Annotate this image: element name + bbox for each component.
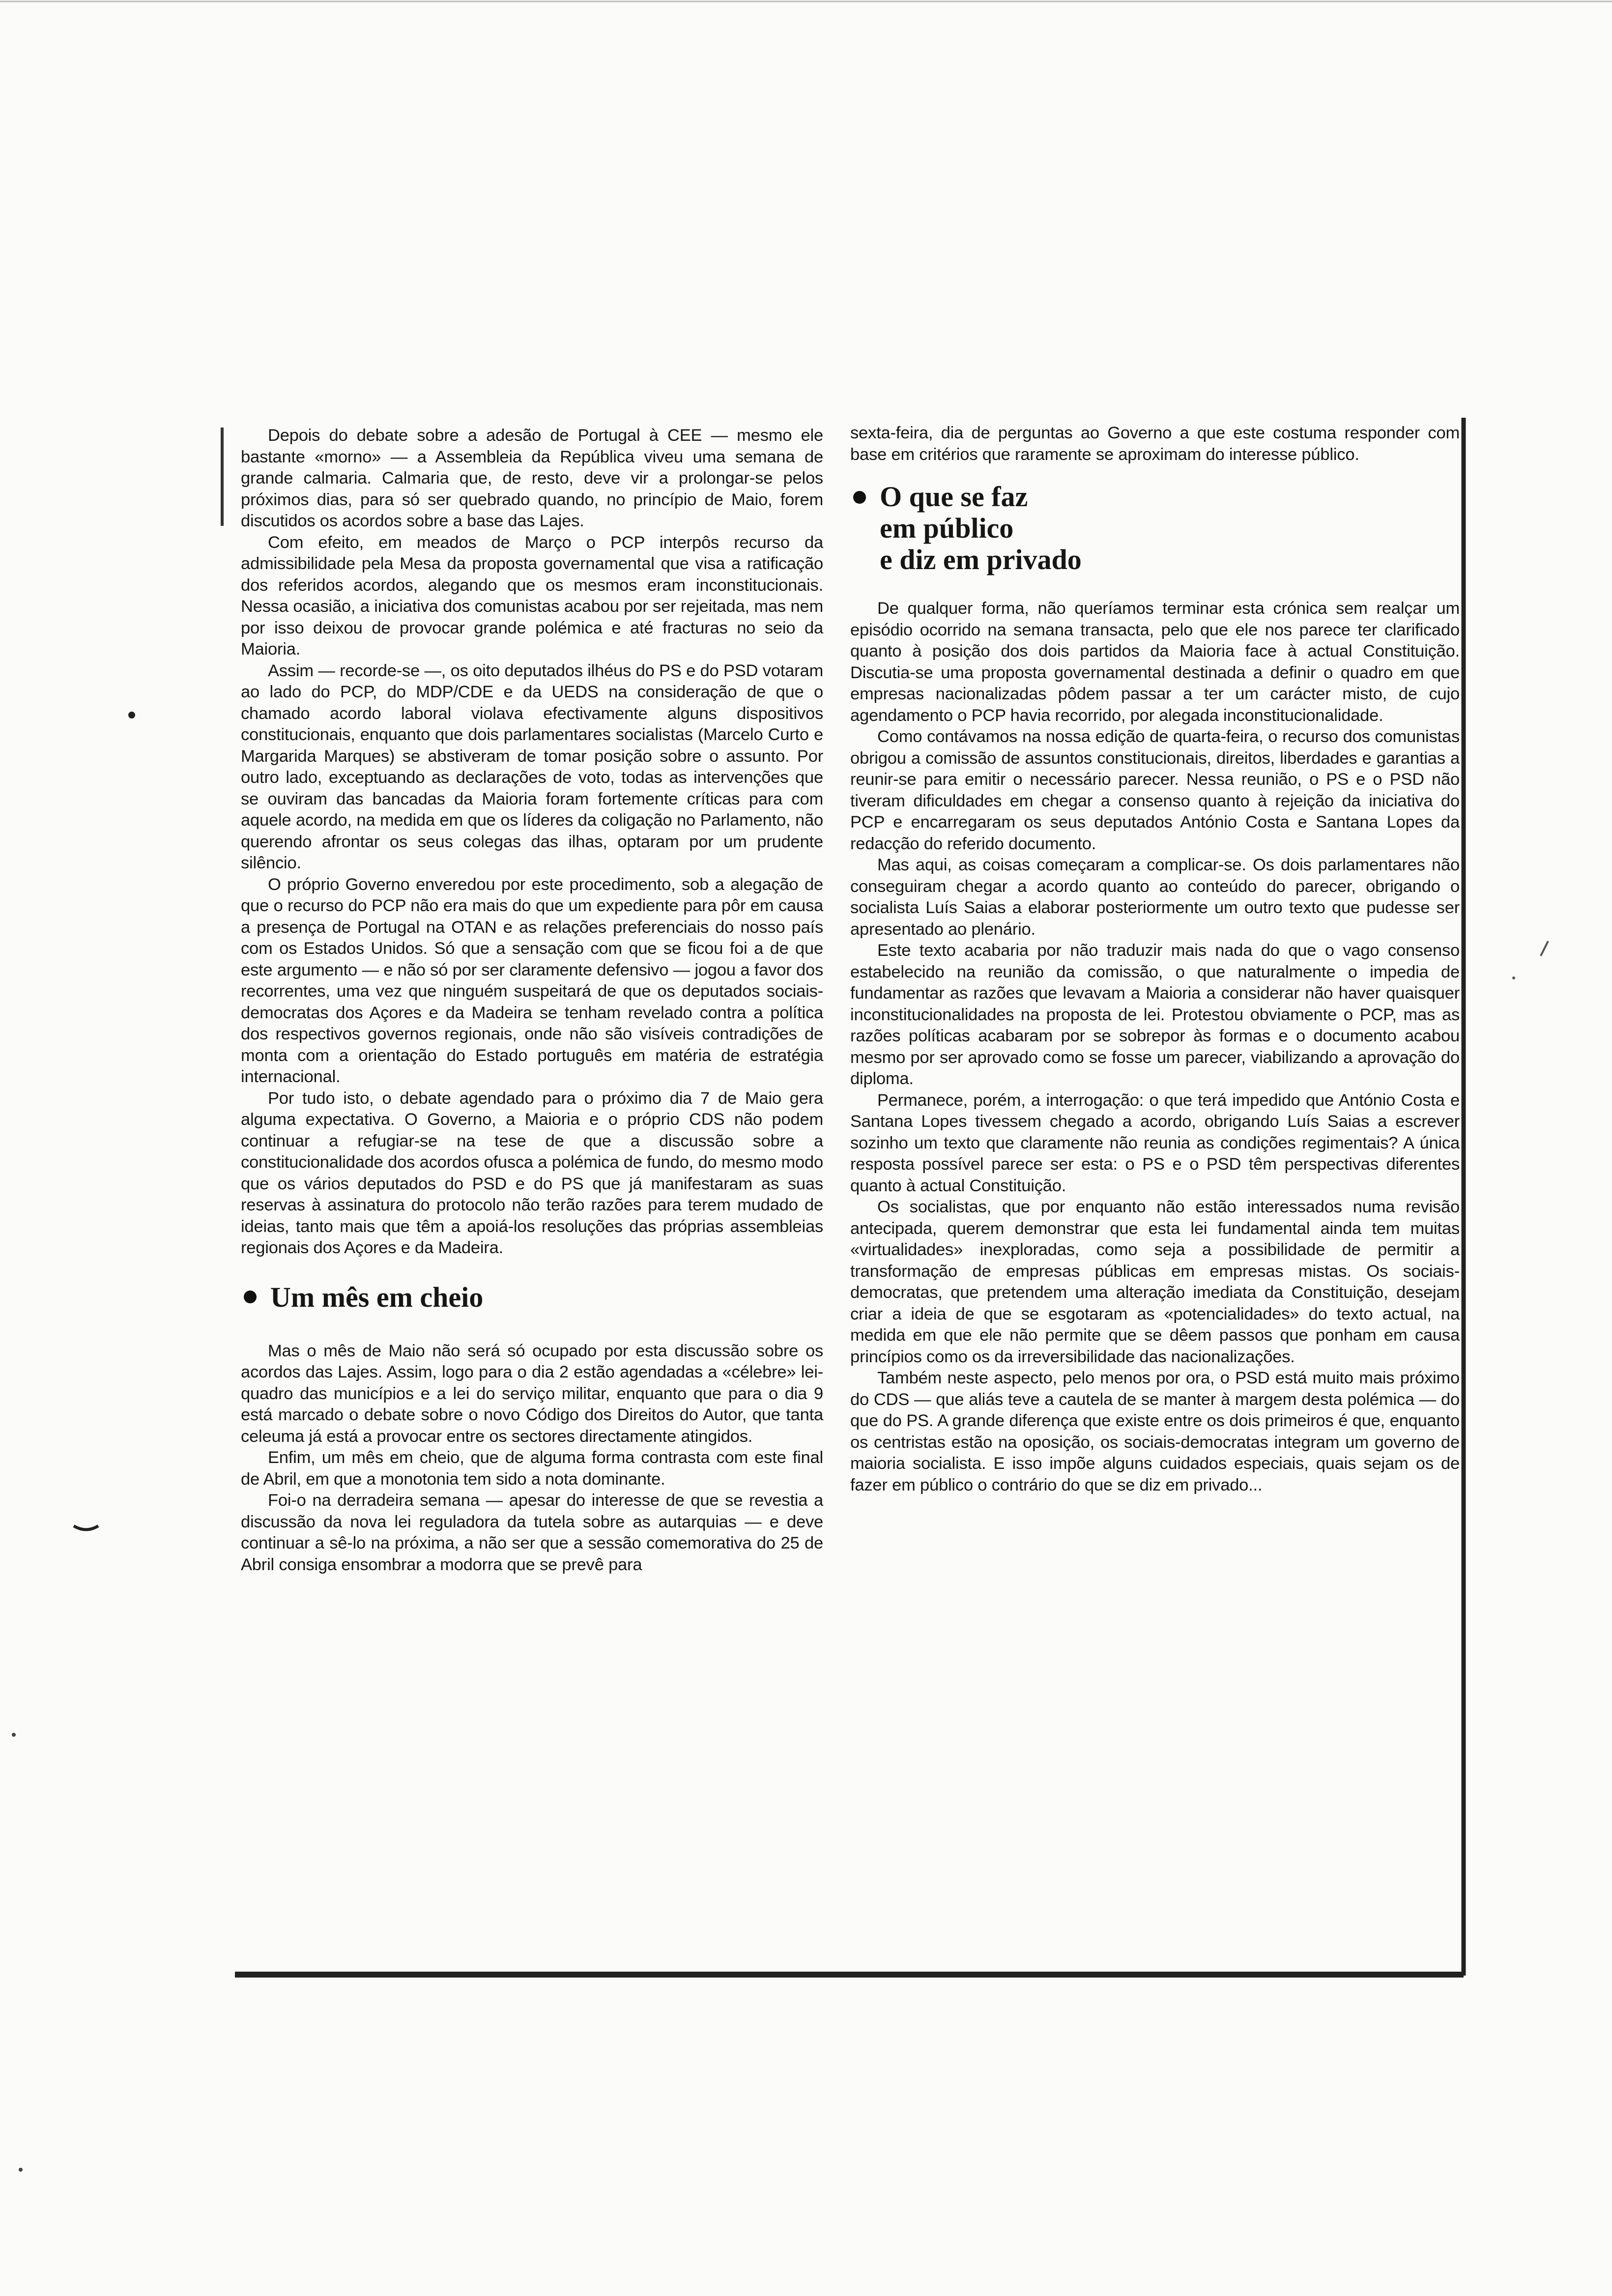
paragraph: O próprio Governo enveredou por este procedimento, sob a alegação de que o recurso do PCP não era mais do que um expediente para pôr em causa a presença de Portugal na OTAN e as relações preferenciais do nosso país com os Estados Unidos. Só que a sensação com que se ficou foi a de que este argumento — e não só por ser claramente defensivo — jogou a favor dos recorrentes, uma vez que ninguém suspeitará de que os deputados sociais-democratas dos Açores e da Madeira se tenham revelado contra a política dos respectivos governos regionais, onde não são visíveis contradições de monta com a orientação do Estado português em matéria de estratégia internacional. [241, 875, 823, 1086]
bullet-icon [244, 1291, 257, 1303]
paragraph: Mas aqui, as coisas começaram a complicar-se. Os dois parlamentares não conseguiram chegar a acordo quanto ao conteúdo do parecer, obrigando o socialista Luís Saias a elaborar posteriormente um outro texto que pudesse ser apresentado ao plenário. [850, 856, 1460, 939]
paragraph-continued: sexta-feira, dia de perguntas ao Governo a que este costuma responder com base em critérios que raramente se aproximam do interesse público. [850, 424, 1460, 464]
paragraph: Os socialistas, que por enquanto não estão interessados numa revisão antecipada, querem demonstrar que esta lei fundamental ainda tem muitas «virtualidades» inexploradas, como seja a possibilidade de permitir a transformação de empresas públicas em empresas mistas. Os sociais-democratas, que pretendem uma alteração imediata da Constituição, desejam criar a ideia de que se esgotaram as «potencialidades» do texto actual, na medida em que ele não permite que se dêem passos que ponham em causa princípios como os da irreversibilidade das nacionalizações. [850, 1198, 1460, 1366]
paragraph: Assim — recorde-se —, os oito deputados ilhéus do PS e do PSD votaram ao lado do PCP, do MDP/CDE e da UEDS na consideração de que o chamado acordo laboral violava efectivamente alguns dispositivos constitucionais, enquanto que dois parlamentares socialistas (Marcelo Curto e Margarida Marques) se abstiveram de tomar posição sobre o assunto. Por outro lado, exceptuando as declarações de voto, todas as intervenções que se ouviram das bancadas da Maioria foram fortemente críticas para com aquele acordo, na medida em que os líderes da coligação no Parlamento, não querendo afrontar os seus colegas das ilhas, optaram por um prudente silêncio. [241, 661, 823, 872]
paragraph: Foi-o na derradeira semana — apesar do interesse de que se revestia a discussão da nova lei reguladora da tutela sobre as autarquias — e deve continuar a sê-lo na próxima, a não ser que a sessão comemorativa do 25 de Abril consiga ensombrar a modorra que se prevê para [241, 1491, 823, 1574]
column-right [850, 423, 1460, 1496]
paragraph: Permanece, porém, a interrogação: o que terá impedido que António Costa e Santana Lopes tivessem chegado a acordo, obrigando Luís Saias a escrever sozinho um texto que claramente não reunia as condições regimentais? A única resposta possível parece ser esta: o PS e o PSD têm perspectivas diferentes quanto à actual Constituição. [850, 1091, 1460, 1195]
paragraph: Com efeito, em meados de Março o PCP interpôs recurso da admissibilidade pela Mesa da proposta governamental que visa a ratificação dos referidos acordos, alegando que os mesmos eram inconstitucionais. Nessa ocasião, a iniciativa dos comunistas acabou por ser rejeitada, mas nem por isso deixou de provocar grande polémica e até fracturas no seio da Maioria. [241, 533, 823, 659]
paragraph: Como contávamos na nossa edição de quarta-feira, o recurso dos comunistas obrigou a comissão de assuntos constitucionais, direitos, liberdades e garantias a reunir-se para emitir o necessário parecer. Nessa reunião, o PS e o PSD não tiveram dificuldades em chegar a consenso quanto à rejeição da iniciativa do PCP e encarregaram os seus deputados António Costa e Santana Lopes da redacção do referido documento. [850, 727, 1460, 853]
scan-speck [1512, 976, 1515, 979]
column-left [241, 425, 823, 1576]
paragraph: Este texto acabaria por não traduzir mais nada do que o vago consenso estabelecido na reunião da comissão, o que naturalmente o impedia de fundamentar as razões que levavam a Maioria a considerar não haver quaisquer inconstitucionalidades na proposta de lei. Protestou obviamente o PCP, mas as razões políticas acabaram por se sobrepor às formas e o documento acabou mesmo por ser aprovado como se fosse um parecer, viabilizando a aprovação do diploma. [850, 941, 1460, 1088]
scan-speck [128, 712, 135, 718]
scan-speck [19, 2168, 23, 2172]
scan-mark [74, 1526, 98, 1530]
scan-speck [12, 1733, 16, 1737]
section-heading [241, 1280, 823, 1315]
paragraph: Enfim, um mês em cheio, que de alguma forma contrasta com este final de Abril, em que a monotonia tem sido a nota dominante. [241, 1448, 823, 1489]
section-heading [850, 481, 1460, 575]
bullet-icon [853, 491, 866, 504]
section-heading-line: e diz em privado [880, 544, 1082, 575]
section-heading-line: O que se faz [880, 481, 1028, 513]
section-heading-text: Um mês em cheio [270, 1281, 484, 1313]
paragraph: Mas o mês de Maio não será só ocupado por esta discussão sobre os acordos das Lajes. Assim, logo para o dia 2 estão agendadas a «célebre» lei-quadro das municípios e a lei do serviço militar, enquanto que para o dia 9 está marcado o debate sobre o novo Código dos Direitos do Autor, que tanta celeuma já está a provocar entre os sectores directamente atingidos. [241, 1341, 823, 1446]
scan-mark [1541, 941, 1548, 956]
section-heading-line: em público [880, 512, 1014, 544]
paragraph: Por tudo isto, o debate agendado para o próximo dia 7 de Maio gera alguma expectativa. O Governo, a Maioria e o próprio CDS não podem continuar a refugiar-se na tese de que a discussão sobre a constitucionalidade dos acordos ofusca a polémica de fundo, do mesmo modo que os vários deputados do PSD e do PS que já manifestaram as suas reservas à assinatura do protocolo não terão razões para terem mudado de ideias, tanto mais que têm a apoiá-los resoluções das próprias assembleias regionais dos Açores e da Madeira. [241, 1089, 823, 1257]
paragraph: De qualquer forma, não queríamos terminar esta crónica sem realçar um episódio ocorrido na semana transacta, pelo que ele nos parece ter clarificado quanto à posição dos dois partidos da Maioria face à actual Constituição. Discutia-se uma proposta governamental destinada a definir o quadro em que empresas nacionalizadas pôdem passar a ter um carácter misto, de cujo agendamento o PCP havia recorrido, por alegada inconstitucionalidade. [850, 599, 1460, 725]
paragraph: Também neste aspecto, pelo menos por ora, o PSD está muito mais próximo do CDS — que aliás teve a cautela de se manter à margem desta polémica — do que do PS. A grande diferença que existe entre os dois primeiros é que, enquanto os centristas estão na oposição, os sociais-democratas integram um governo de maioria socialista. E isso impõe alguns cuidados especiais, quais sejam os de fazer em público o contrário do que se diz em privado... [850, 1369, 1460, 1494]
paragraph: Depois do debate sobre a adesão de Portugal à CEE — mesmo ele bastante «morno» — a Assembleia da República viveu uma semana de grande calmaria. Calmaria que, de resto, deve vir a prolongar-se pelos próximos dias, para só ser quebrado quando, no princípio de Maio, forem discutidos os acordos sobre a base das Lajes. [241, 426, 823, 530]
